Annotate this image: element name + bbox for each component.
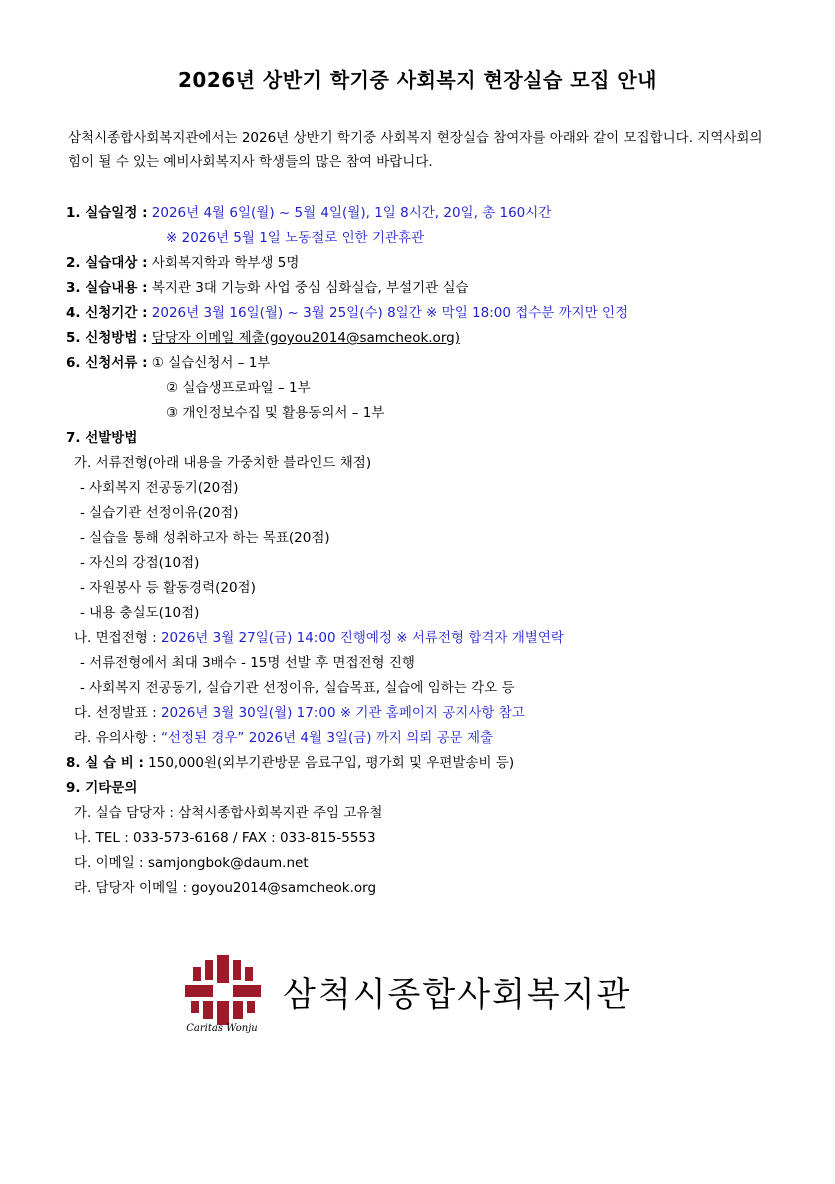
contact-line: 라. 담당자 이메일 : goyou2014@samcheok.org	[74, 880, 377, 896]
contact-line: 나. TEL : 033-573-6168 / FAX : 033-815-5553	[74, 830, 376, 846]
selection-ga-item: - 실습을 통해 성취하고자 하는 목표(20점)	[80, 530, 330, 546]
selection-na	[74, 628, 564, 648]
ra-label: 라. 유의사항 :	[74, 730, 157, 746]
contact-label: 9. 기타문의	[66, 780, 138, 796]
na-label: 나. 면접전형 :	[74, 630, 157, 646]
schedule-value: 2026년 4월 6일(월) ~ 5월 4일(월), 1일 8시간, 20일, 총 160시간	[151, 205, 552, 221]
intro-paragraph: 삼척시종합사회복지관에서는 2026년 상반기 학기중 사회복지 현장실습 참여자를 아래와 같이 모집합니다. 지역사회의 힘이 될 수 있는 예비사회복지사 학생들의 많은 참여 바랍니다.	[68, 130, 763, 170]
contact-line: 가. 실습 담당자 : 삼척시종합사회복지관 주임 고유철	[74, 805, 383, 821]
item-period	[66, 303, 628, 323]
contact-line: 다. 이메일 : samjongbok@daum.net	[74, 855, 309, 871]
period-label: 4. 신청기간 :	[66, 305, 148, 321]
item-docs	[66, 353, 270, 373]
item-target	[66, 253, 299, 273]
selection-ga-item: - 자신의 강점(10점)	[80, 555, 200, 571]
selection-ga-item: - 자원봉사 등 활동경력(20점)	[80, 580, 256, 596]
selection-ga: 가. 서류전형(아래 내용을 가중치한 블라인드 채점)	[74, 455, 372, 471]
da-value: 2026년 3월 30일(월) 17:00 ※ 기관 홈페이지 공지사항 참고	[160, 705, 525, 721]
schedule-note: ※ 2026년 5월 1일 노동절로 인한 기관휴관	[166, 230, 425, 246]
item-content	[66, 278, 469, 298]
item-schedule	[66, 203, 551, 223]
period-value: 2026년 3월 16일(월) ~ 3월 25일(수) 8일간 ※ 막일 18:00 접수분 까지만 인정	[151, 305, 629, 321]
selection-na-item: - 서류전형에서 최대 3배수 - 15명 선발 후 면접전형 진행	[80, 655, 415, 671]
selection-ra	[74, 728, 493, 748]
method-label: 5. 신청방법 :	[66, 330, 148, 346]
content-value: 복지관 3대 기능화 사업 중심 심화실습, 부설기관 실습	[151, 280, 469, 296]
docs-item: ② 실습생프로파일 – 1부	[166, 380, 311, 396]
schedule-label: 1. 실습일정 :	[66, 205, 148, 221]
selection-da	[74, 703, 525, 723]
org-name: 삼척시종합사회복지관	[283, 975, 632, 1015]
selection-label: 7. 선발방법	[66, 430, 138, 446]
docs-label: 6. 신청서류 :	[66, 355, 148, 371]
selection-ga-item: - 내용 충실도(10점)	[80, 605, 200, 621]
fee-label: 8. 실 습 비 :	[66, 755, 144, 771]
content-label: 3. 실습내용 :	[66, 280, 148, 296]
ra-value: “선정된 경우” 2026년 4월 3일(금) 까지 의뢰 공문 제출	[160, 730, 494, 746]
logo-caption: Caritas Wonju	[186, 1023, 258, 1034]
target-value: 사회복지학과 학부생 5명	[151, 255, 300, 271]
docs-item: ① 실습신청서 – 1부	[151, 355, 271, 371]
docs-item: ③ 개인정보수집 및 활용동의서 – 1부	[166, 405, 385, 421]
selection-na-item: - 사회복지 전공동기, 실습기관 선정이유, 실습목표, 실습에 임하는 각오 등	[80, 680, 515, 696]
selection-ga-item: - 실습기관 선정이유(20점)	[80, 505, 239, 521]
target-label: 2. 실습대상 :	[66, 255, 148, 271]
na-value: 2026년 3월 27일(금) 14:00 진행예정 ※ 서류전형 합격자 개별연락	[160, 630, 564, 646]
fee-value: 150,000원(외부기관방문 음료구입, 평가회 및 우편발송비 등)	[148, 755, 515, 771]
item-method	[66, 328, 460, 348]
page-title: 2026년 상반기 학기중 사회복지 현장실습 모집 안내	[177, 68, 658, 92]
da-label: 다. 선정발표 :	[74, 705, 157, 721]
selection-ga-item: - 사회복지 전공동기(20점)	[80, 480, 239, 496]
item-fee	[66, 753, 514, 773]
method-value: 담당자 이메일 제출(goyou2014@samcheok.org)	[151, 330, 460, 346]
